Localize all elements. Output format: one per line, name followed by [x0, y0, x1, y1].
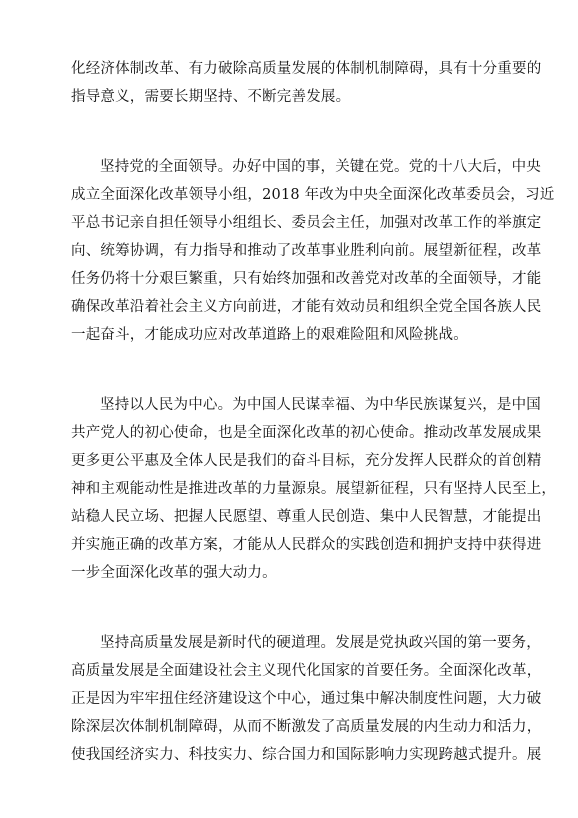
text-line: 指导意义，需要长期坚持、不断完善发展。 — [71, 89, 351, 105]
text-line: 更多更公平惠及全体人民是我们的奋斗目标，充分发挥人民群众的首创精 — [71, 453, 542, 469]
top-spacer — [71, 0, 518, 55]
text-line: 坚持党的全面领导。办好中国的事，关键在党。党的十八大后，中央 — [100, 159, 541, 175]
text-line: 正是因为牢牢扭住经济建设这个中心，通过集中解决制度性问题，大力破 — [71, 691, 542, 707]
paragraph-1 — [71, 55, 542, 111]
text-line: 一起奋斗，才能成功应对改革道路上的艰难险阻和风险挑战。 — [71, 327, 468, 343]
text-line: 站稳人民立场、把握人民愿望、尊重人民创造、集中人民智慧，才能提出 — [71, 509, 542, 525]
paragraph-4 — [71, 629, 542, 769]
paragraph-gap — [71, 111, 518, 153]
paragraph-gap — [71, 587, 518, 629]
text-line: 共产党人的初心使命，也是全面深化改革的初心使命。推动改革发展成果 — [71, 425, 542, 441]
text-line: 坚持以人民为中心。为中国人民谋幸福、为中华民族谋复兴，是中国 — [100, 397, 541, 413]
text-line: 神和主观能动性是推进改革的力量源泉。展望新征程，只有坚持人民至上， — [71, 481, 557, 497]
text-line: 向、统筹协调，有力指导和推动了改革事业胜利向前。展望新征程，改革 — [71, 243, 542, 259]
text-line: 任务仍将十分艰巨繁重，只有始终加强和改善党对改革的全面领导，才能 — [71, 271, 542, 287]
text-line: 确保改革沿着社会主义方向前进，才能有效动员和组织全党全国各族人民 — [71, 299, 542, 315]
text-line: 并实施正确的改革方案，才能从人民群众的实践创造和拥护支持中获得进 — [71, 537, 542, 553]
text-line: 坚持高质量发展是新时代的硬道理。发展是党执政兴国的第一要务， — [100, 635, 541, 651]
text-line: 成立全面深化改革领导小组，2018 年改为中央全面深化改革委员会，习近 — [71, 187, 555, 203]
text-line: 除深层次体制机制障碍，从而不断激发了高质量发展的内生动力和活力， — [71, 719, 542, 735]
text-line: 高质量发展是全面建设社会主义现代化国家的首要任务。全面深化改革， — [71, 663, 542, 679]
paragraph-gap — [71, 349, 518, 391]
text-line: 平总书记亲自担任领导小组组长、委员会主任，加强对改革工作的举旗定 — [71, 215, 542, 231]
paragraph-2 — [71, 153, 555, 349]
paragraph-3 — [71, 391, 557, 587]
text-line: 一步全面深化改革的强大动力。 — [71, 565, 277, 581]
text-line: 化经济体制改革、有力破除高质量发展的体制机制障碍，具有十分重要的 — [71, 61, 542, 77]
text-line: 使我国经济实力、科技实力、综合国力和国际影响力实现跨越式提升。展 — [71, 747, 542, 763]
